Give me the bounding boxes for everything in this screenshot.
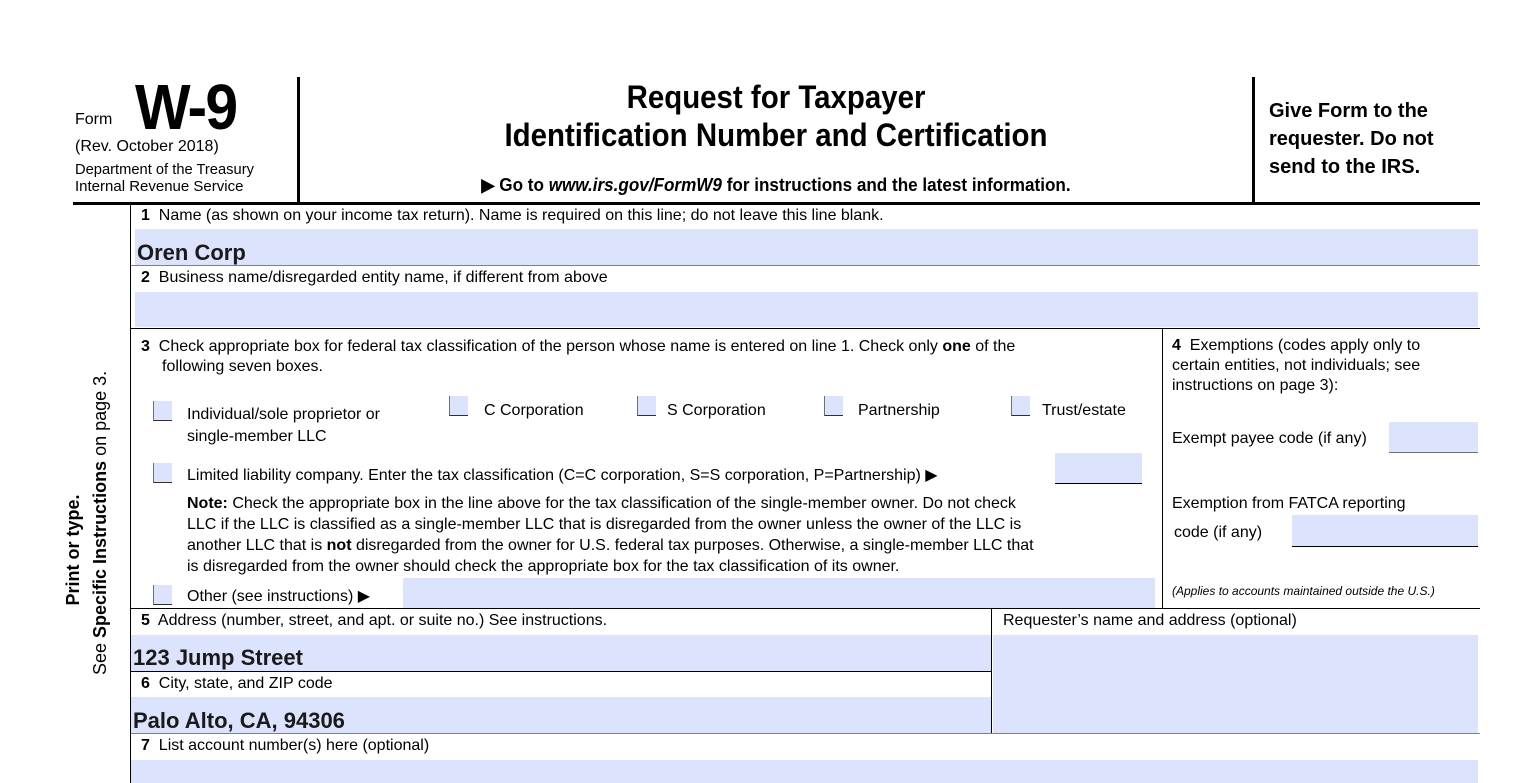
option-s-corporation-label: S Corporation (667, 402, 766, 419)
fatca-label-line2: code (if any) (1174, 524, 1263, 541)
address-value: 123 Jump Street (133, 645, 303, 670)
line-3-text-a: Check appropriate box for federal tax classification of the person whose name is entered on line 1. Check only (158, 338, 943, 355)
header-divider-left (297, 77, 300, 203)
line-6-text: City, state, and ZIP code (158, 675, 333, 692)
checkbox-llc[interactable] (153, 463, 172, 483)
line-7-label (141, 737, 429, 755)
line-2-label (141, 269, 608, 287)
line-3-label (141, 337, 1015, 377)
fatca-note: (Applies to accounts maintained outside the U.S.) (1172, 584, 1435, 598)
line-7-text: List account number(s) here (optional) (158, 737, 430, 754)
line-4-text-2: certain entities, not individuals; see (1172, 357, 1421, 374)
arrow-right-icon: ▶ (357, 588, 371, 605)
line-6-label (141, 675, 333, 693)
goto-prefix: Go to (499, 175, 549, 195)
line-1-text: Name (as shown on your income tax return). Name is required on this line; do not leave this line blank. (158, 207, 884, 224)
give-line-1: Give Form to the (1269, 100, 1428, 122)
line-5-rule (131, 671, 992, 672)
other-label: Other (see instructions) (187, 588, 354, 605)
fatca-label-line1: Exemption from FATCA reporting (1172, 495, 1406, 512)
see-word: See (90, 637, 110, 675)
agency: Internal Revenue Service (75, 178, 244, 195)
option-individual-label (187, 404, 380, 448)
line-4-number: 4 (1172, 337, 1181, 354)
option-c-corporation-label: C Corporation (484, 402, 584, 419)
llc-classification-input[interactable] (1055, 453, 1142, 484)
line-1-number: 1 (141, 207, 150, 224)
line-3-bottom-rule (131, 608, 1480, 609)
line-5-label (141, 612, 607, 630)
line-6-number: 6 (141, 675, 150, 692)
name-input[interactable] (135, 229, 1478, 265)
line-6-rule (131, 733, 1480, 734)
city-state-zip-input[interactable] (131, 697, 991, 733)
other-classification-input[interactable] (403, 578, 1155, 608)
department: Department of the Treasury (75, 161, 254, 178)
line-4-text-1: Exemptions (codes apply only to (1189, 337, 1421, 354)
llc-label: Limited liability company. Enter the tax classification (C=C corporation, S=S corporation, P=Partnership) (187, 467, 921, 484)
name-value: Oren Corp (137, 240, 246, 265)
line-4-label (1172, 336, 1420, 396)
arrow-right-icon: ▶ (925, 467, 938, 484)
form-number: W-9 (135, 71, 237, 143)
city-state-zip-value: Palo Alto, CA, 94306 (133, 708, 345, 733)
requester-label: Requester’s name and address (optional) (1003, 612, 1297, 629)
note-bold: Note: (187, 495, 228, 512)
specific-instructions: Specific Instructions (90, 460, 110, 638)
line-2-text: Business name/disregarded entity name, if different from above (158, 269, 608, 286)
form-title-line2: Identification Number and Certification (504, 117, 1048, 153)
give-line-3: send to the IRS. (1269, 156, 1421, 178)
line-3-text-bold: one (942, 338, 971, 355)
address-input[interactable] (131, 635, 991, 671)
llc-note (187, 493, 1034, 577)
irs-url-link[interactable]: www.irs.gov/FormW9 (548, 175, 722, 195)
note-line-4: is disregarded from the owner should check the appropriate box for the tax classification of its owner. (187, 558, 900, 575)
on-page-3: on page 3. (90, 370, 110, 461)
print-or-type: Print or type. (63, 494, 83, 606)
header-divider-right (1252, 77, 1255, 203)
llc-label-wrap (187, 465, 938, 485)
checkbox-other[interactable] (153, 585, 172, 605)
requester-input[interactable] (993, 635, 1478, 733)
arrow-right-icon: ▶ (481, 175, 495, 195)
side-instructions (60, 325, 124, 675)
option-partnership-label: Partnership (858, 402, 940, 419)
goto-suffix: for instructions and the latest information. (721, 175, 1071, 195)
checkbox-individual[interactable] (153, 401, 172, 421)
other-label-wrap (187, 586, 370, 606)
line-3-number: 3 (141, 338, 150, 355)
line-7-number: 7 (141, 737, 150, 754)
form-word: Form (75, 111, 113, 128)
checkbox-c-corporation[interactable] (449, 396, 468, 416)
business-name-input[interactable] (135, 292, 1478, 327)
header-bottom-rule (73, 202, 1480, 205)
exempt-payee-label: Exempt payee code (if any) (1172, 430, 1367, 447)
form-revision: (Rev. October 2018) (75, 138, 219, 155)
line-1-rule (131, 265, 1480, 266)
line-5-text: Address (number, street, and apt. or suite no.) See instructions. (157, 612, 608, 629)
checkbox-partnership[interactable] (824, 396, 843, 416)
option-individual-line1: Individual/sole proprietor or (187, 406, 380, 423)
form-title (338, 78, 1214, 154)
fatca-code-input[interactable] (1292, 515, 1478, 547)
line-2-number: 2 (141, 269, 150, 286)
line-3-text-line2: following seven boxes. (162, 358, 323, 375)
note-line-1: Check the appropriate box in the line above for the tax classification of the single-member owner. Do not check (227, 495, 1016, 512)
see-specific-instructions (87, 325, 114, 675)
line-5-number: 5 (141, 612, 150, 629)
note-line-2: LLC if the LLC is classified as a single-member LLC that is disregarded from the owner unless the owner of the LLC is (187, 516, 1022, 533)
note-line-3-bold: not (326, 537, 352, 554)
line-4-text-3: instructions on page 3): (1172, 377, 1339, 394)
account-numbers-input[interactable] (131, 760, 1478, 783)
form-title-line1: Request for Taxpayer (626, 79, 926, 115)
line-3-4-divider (1162, 328, 1163, 608)
option-individual-line2: single-member LLC (187, 428, 327, 445)
note-line-3a: another LLC that is (187, 537, 327, 554)
checkbox-s-corporation[interactable] (637, 396, 656, 416)
option-trust-estate-label: Trust/estate (1042, 402, 1126, 419)
instructions-link-line (324, 175, 1228, 196)
checkbox-trust-estate[interactable] (1011, 396, 1030, 416)
give-form-notice (1269, 97, 1433, 181)
exempt-payee-input[interactable] (1389, 422, 1478, 453)
line-1-label (141, 207, 884, 225)
give-line-2: requester. Do not (1269, 128, 1434, 150)
line-3-text-b: of the (970, 338, 1016, 355)
line-2-rule (131, 328, 1480, 329)
note-line-3b: disregarded from the owner for U.S. federal tax purposes. Otherwise, a single-member LLC that (351, 537, 1034, 554)
